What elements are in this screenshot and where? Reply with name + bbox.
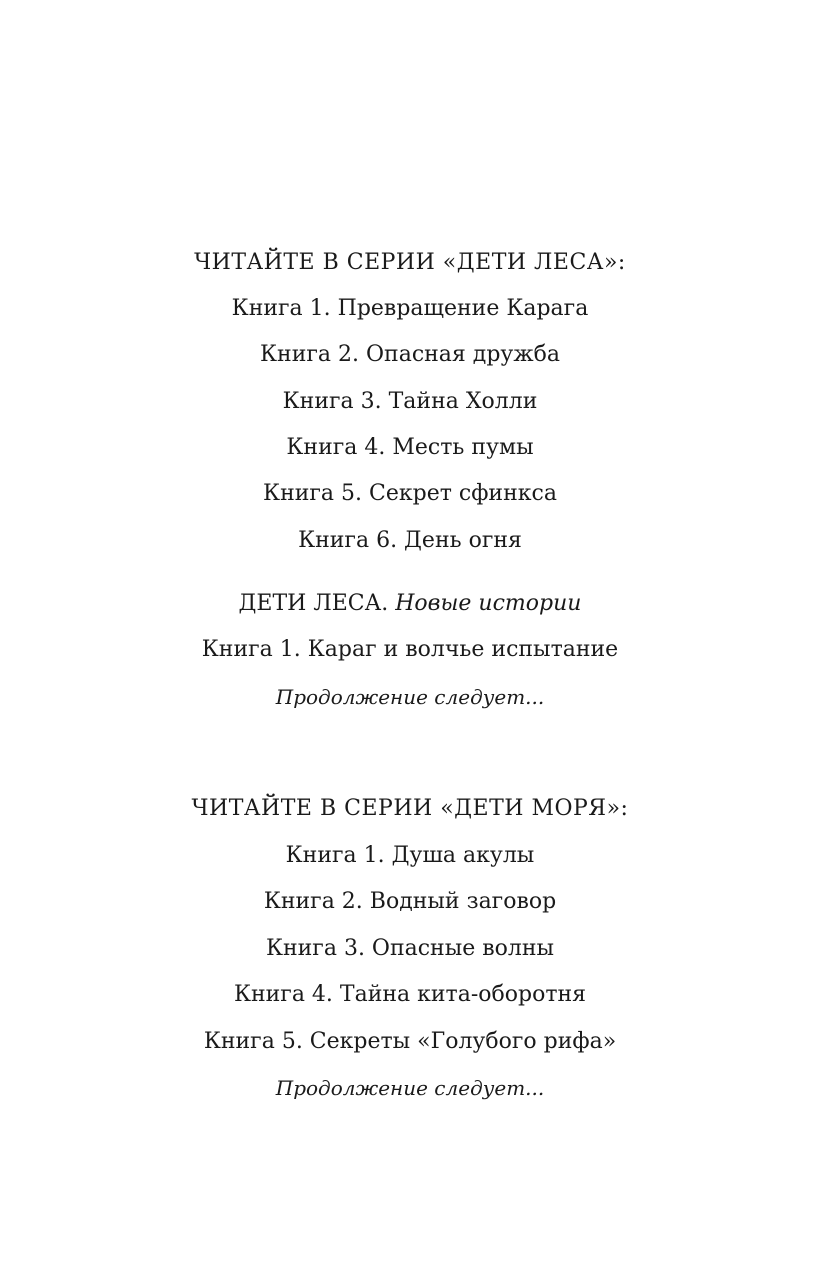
sea-continued-note: Продолжение следует... <box>275 1076 545 1100</box>
sea-book-1: Книга 1. Душа акулы <box>285 843 535 868</box>
forest-book-6: Книга 6. День огня <box>298 528 522 553</box>
sea-book-3: Книга 3. Опасные волны <box>265 936 555 961</box>
forest-continued-note: Продолжение следует... <box>275 685 545 709</box>
forest-book-5: Книга 5. Секрет сфинкса <box>263 481 557 506</box>
forest-new-stories-book-1: Книга 1. Караг и волчье испытание <box>201 637 619 662</box>
forest-new-stories-heading <box>0 590 820 618</box>
forest-book-4: Книга 4. Месть пумы <box>286 435 534 460</box>
forest-series-heading: ЧИТАЙТЕ В СЕРИИ «ДЕТИ ЛЕСА»: <box>194 250 626 275</box>
forest-book-1: Книга 1. Превращение Карага <box>231 296 589 321</box>
forest-book-3: Книга 3. Тайна Холли <box>282 389 538 414</box>
sea-series-heading: ЧИТАЙТЕ В СЕРИИ «ДЕТИ МОРЯ»: <box>191 796 629 821</box>
sea-book-4: Книга 4. Тайна кита-оборотня <box>233 982 587 1007</box>
sea-book-5: Книга 5. Секреты «Голубого рифа» <box>203 1029 617 1054</box>
forest-new-stories-name: ДЕТИ ЛЕСА. <box>238 591 389 616</box>
forest-new-stories-subtitle: Новые истории <box>395 591 582 616</box>
sea-book-2: Книга 2. Водный заговор <box>263 889 557 914</box>
forest-book-2: Книга 2. Опасная дружба <box>260 342 560 367</box>
